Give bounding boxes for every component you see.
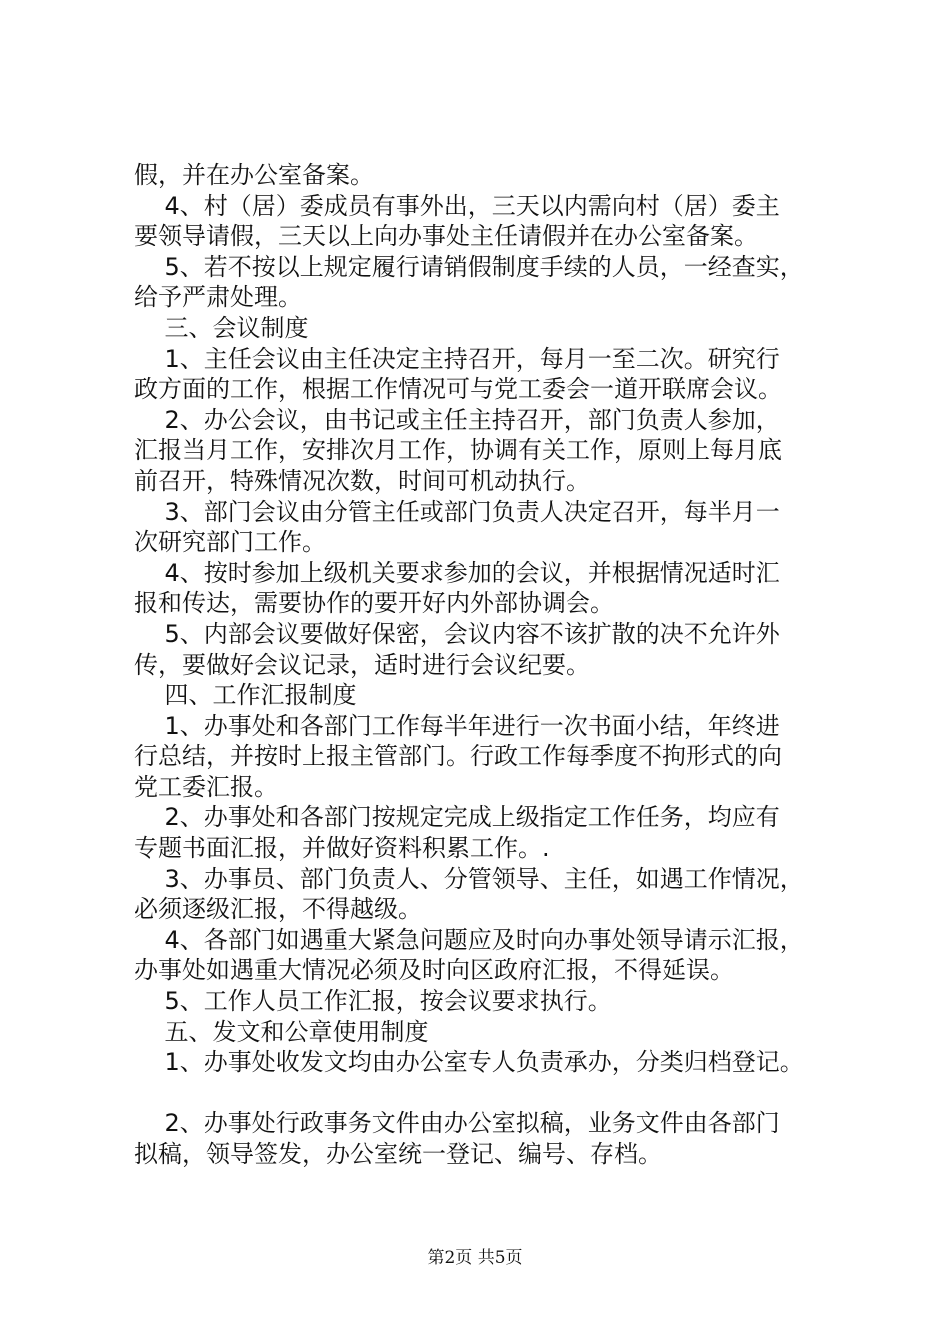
text-line: 1、办事处和各部门工作每半年进行一次书面小结，年终进: [134, 711, 780, 740]
text-line: 专题书面汇报，并做好资料积累工作。.: [134, 834, 550, 863]
page-footer: [0, 1243, 950, 1268]
text-line: 4、村（居）委成员有事外出，三天以内需向村（居）委主: [134, 191, 780, 220]
page-number: 第2页 共5页: [427, 1248, 523, 1268]
text-line: 1、办事处收发文均由办公室专人负责承办，分类归档登记。: [134, 1048, 804, 1077]
text-line: 5、内部会议要做好保密，会议内容不该扩散的决不允许外: [134, 619, 780, 648]
text-line: 2、办事处和各部门按规定完成上级指定工作任务，均应有: [134, 803, 780, 832]
text-line: 汇报当月工作，安排次月工作，协调有关工作，原则上每月底: [134, 436, 782, 465]
text-line: 给予严肃处理。: [134, 283, 302, 312]
text-line: 2、办公会议，由书记或主任主持召开，部门负责人参加，: [134, 405, 780, 434]
document-body: [134, 160, 850, 1170]
text-line: 行总结，并按时上报主管部门。行政工作每季度不拘形式的向: [134, 742, 782, 771]
text-line: 次研究部门工作。: [134, 528, 326, 557]
text-line: 要领导请假，三天以上向办事处主任请假并在办公室备案。: [134, 222, 758, 251]
text-line: 4、按时参加上级机关要求参加的会议，并根据情况适时汇: [134, 558, 780, 587]
paragraph-gap: [134, 1078, 850, 1109]
text-line: 4、各部门如遇重大紧急问题应及时向办事处领导请示汇报，: [134, 925, 804, 954]
text-line: 传，要做好会议记录，适时进行会议纪要。: [134, 650, 590, 679]
text-line: 党工委汇报。: [134, 772, 278, 801]
text-line: 假，并在办公室备案。: [134, 161, 374, 189]
text-line: 5、若不按以上规定履行请销假制度手续的人员，一经查实，: [134, 252, 804, 281]
text-line: 办事处如遇重大情况必须及时向区政府汇报，不得延误。: [134, 956, 734, 985]
text-line: 必须逐级汇报，不得越级。: [134, 895, 422, 924]
text-line: 2、办事处行政事务文件由办公室拟稿，业务文件由各部门: [134, 1109, 780, 1138]
text-line: 政方面的工作，根据工作情况可与党工委会一道开联席会议。: [134, 375, 782, 404]
section-heading: 三、会议制度: [134, 313, 309, 342]
section-heading: 四、工作汇报制度: [134, 681, 357, 710]
text-line: 报和传达，需要协作的要开好内外部协调会。: [134, 589, 614, 618]
text-line: 拟稿，领导签发，办公室统一登记、编号、存档。: [134, 1140, 662, 1168]
text-line: 1、主任会议由主任决定主持召开，每月一至二次。研究行: [134, 344, 780, 373]
text-line: 前召开，特殊情况次数，时间可机动执行。: [134, 466, 590, 495]
text-line: 3、部门会议由分管主任或部门负责人决定召开，每半月一: [134, 497, 780, 526]
section-heading: 五、发文和公章使用制度: [134, 1017, 429, 1046]
text-line: 5、工作人员工作汇报，按会议要求执行。: [134, 987, 612, 1016]
text-line: 3、办事员、部门负责人、分管领导、主任，如遇工作情况，: [134, 864, 804, 893]
